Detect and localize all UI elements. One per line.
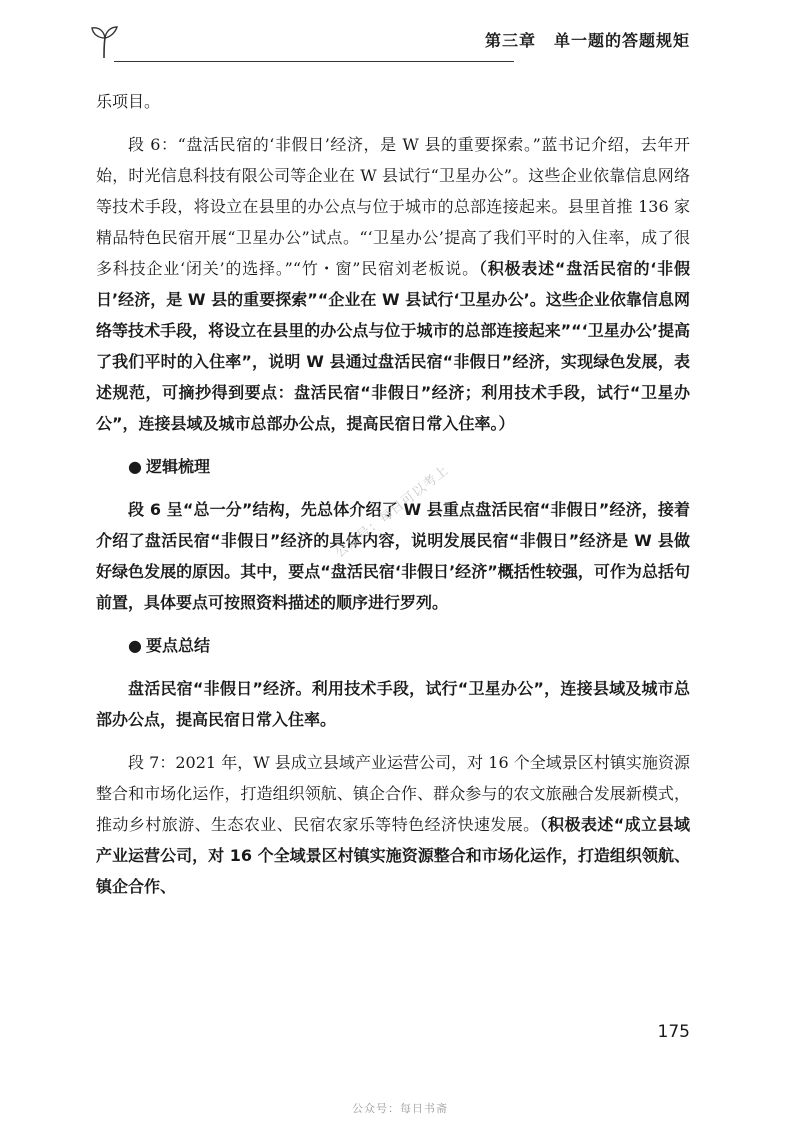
bullet-dot-icon: ●	[128, 636, 142, 655]
paragraph-6	[96, 129, 690, 439]
paragraph-7	[96, 747, 690, 902]
paragraph-6-annotation: （积极表述“盘活民宿的‘非假日’经济，是 W 县的重要探索”“企业在 W 县试行‘卫星办公’。这些企业依靠信息网络等技术手段，将设立在县里的办公点与位于城市的总部连接起来”“‘卫星办公’提高了我们平时的入住率”，说明 W 县通过盘活民宿“非假日”经济，实现绿色发展，表述规范，可摘抄得到要点：盘活民宿“非假日”经济；利用技术手段，试行“卫星办公”，连接县域及城市总部办公点，提高民宿日常入住率。）	[96, 259, 690, 433]
chapter-number: 第三章	[484, 31, 536, 50]
heading-logic-text: 逻辑梳理	[145, 457, 210, 476]
chapter-title: 单一题的答题规矩	[553, 31, 690, 50]
section-heading-logic	[128, 451, 690, 482]
sprout-icon	[90, 24, 120, 60]
paragraph-7-text: 段 7：2021 年，W 县成立县域产业运营公司，对 16 个全域景区村镇实施资源整合和市场化运作，打造组织领航、镇企合作、群众参与的农文旅融合发展新模式，推动乡村旅游、生态农业、民宿农家乐等特色经济快速发展。	[96, 753, 690, 834]
header-rule	[114, 61, 514, 62]
footer-watermark: 公众号：每日书斋	[352, 1102, 448, 1115]
paragraph-continuation: 乐项目。	[96, 92, 161, 111]
page-number: 175	[657, 1022, 690, 1042]
paragraph-logic-text: 段 6 呈“总一分”结构，先总体介绍了 W 县重点盘活民宿“非假日”经济，接着介绍了盘活民宿“非假日”经济的具体内容，说明发展民宿“非假日”经济是 W 县做好绿色发展的原因。其中，要点“盘活民宿‘非假日’经济”概括性较强，可作为总括句前置，具体要点可按照资料描述的顺序进行罗列。	[96, 500, 690, 612]
watermark: 公众号：每日可以考上	[332, 462, 453, 561]
section-heading-summary	[128, 630, 690, 661]
running-header	[90, 22, 690, 62]
paragraph-summary	[96, 673, 690, 735]
heading-summary-text: 要点总结	[145, 636, 210, 655]
bullet-dot-icon: ●	[128, 457, 142, 476]
paragraph-6-text: 段 6：“盘活民宿的‘非假日’经济，是 W 县的重要探索。”蓝书记介绍，去年开始，时光信息科技有限公司等企业在 W 县试行“卫星办公”。这些企业依靠信息网络等技术手段，将设立在县里的办公点与位于城市的总部连接起来。县里首推 136 家精品特色民宿开展“卫星办公”试点。“‘卫星办公’提高了我们平时的入住率，成了很多科技企业‘闭关’的选择。”“竹・窗”民宿刘老板说。	[96, 135, 690, 278]
chapter-label	[485, 28, 690, 51]
paragraph-7-annotation: （积极表述“成立县域产业运营公司，对 16 个全域景区村镇实施资源整合和市场化运作，打造组织领航、镇企合作、	[96, 815, 690, 896]
paragraph-summary-text: 盘活民宿“非假日”经济。利用技术手段，试行“卫星办公”，连接县域及城市总部办公点，提高民宿日常入住率。	[96, 679, 690, 729]
